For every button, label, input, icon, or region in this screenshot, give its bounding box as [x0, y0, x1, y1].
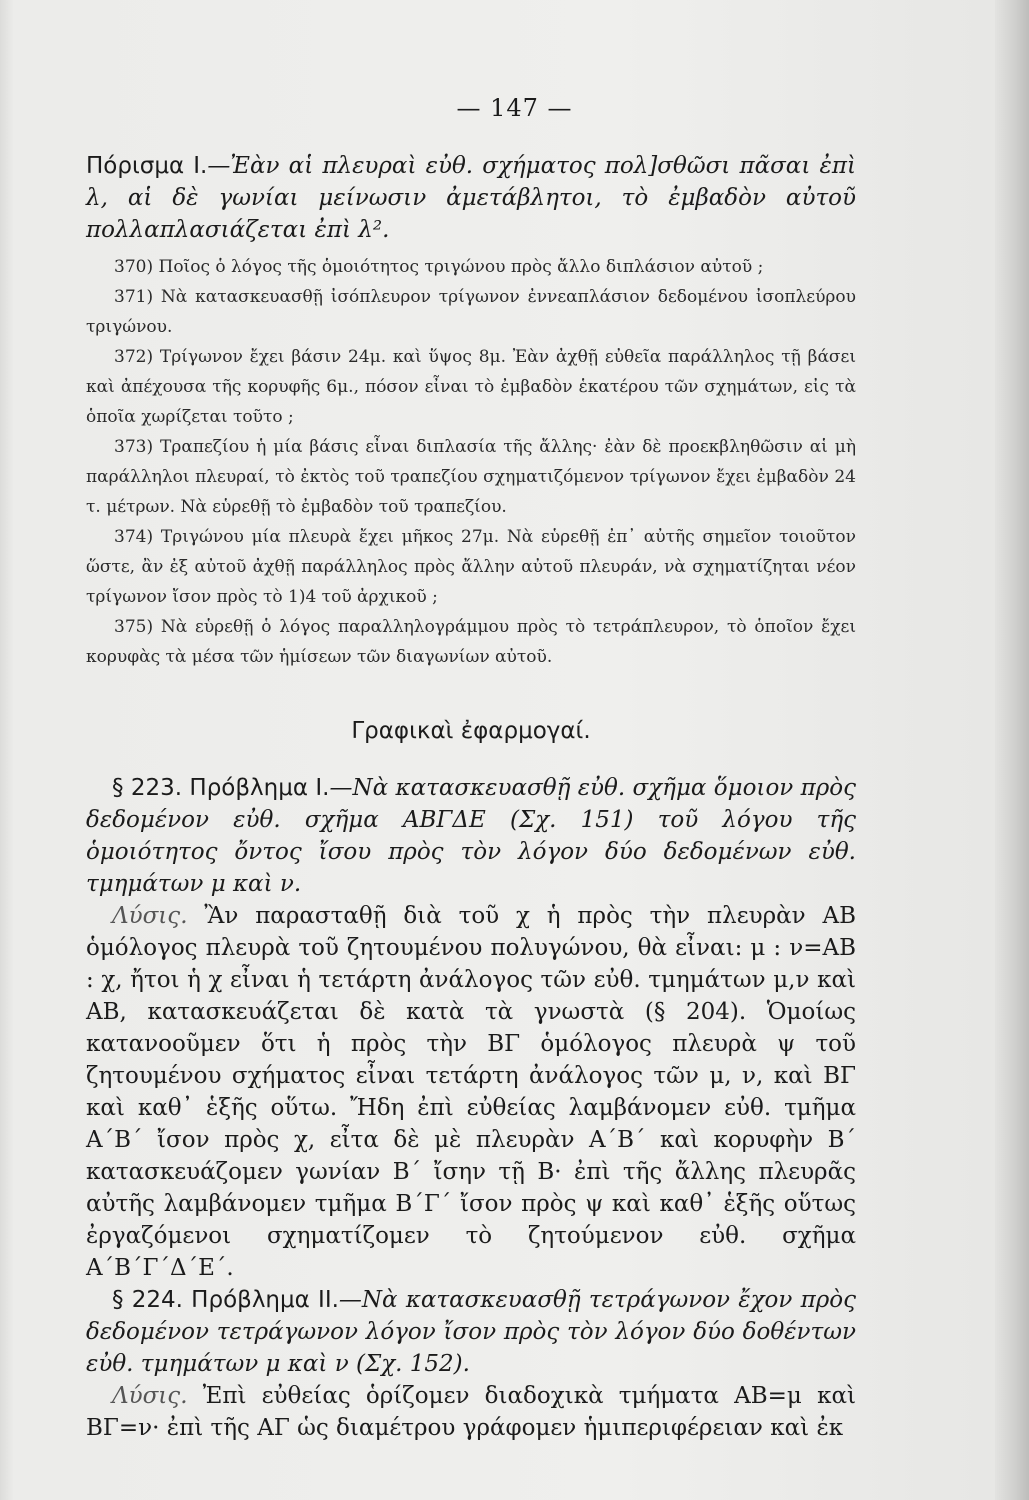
exercise-text: Νὰ εὑρεθῇ ὁ λόγος παραλληλογράμμου πρὸς τὸ τετράπλευρον, τὸ ὁποῖον ἔχει κορυφὰς τὰ μέσα τῶν ἡμίσεων τῶν διαγωνίων αὐτοῦ.	[86, 617, 856, 667]
exercise-text: Τραπεζίου ἡ μία βάσις εἶναι διπλασία τῆς ἄλλης· ἐὰν δὲ προεκβληθῶσιν αἱ μὴ παράλληλοι πλευραί, τὸ ἐκτὸς τοῦ τραπεζίου σχηματιζόμενον τρίγωνον ἔχει ἐμβαδὸν 24 τ. μέτρων. Νὰ εὑρεθῇ τὸ ἐμβαδὸν τοῦ τραπεζίου.	[86, 437, 857, 517]
exercise-text: Τριγώνου μία πλευρὰ ἔχει μῆκος 27μ. Νὰ εὑρεθῇ ἐπ᾽ αὐτῆς σημεῖον τοιοῦτον ὥστε, ἂν ἐξ αὐτοῦ ἀχθῇ παράλληλος πρὸς ἄλλην αὐτοῦ πλευράν, νὰ σχηματίζηται νέον τρίγωνον ἴσον πρὸς τὸ 1)4 τοῦ ἀρχικοῦ ;	[86, 527, 857, 607]
problem-223-label: § 223. Πρόβλημα Ι.	[112, 775, 330, 801]
problem-224-label: § 224. Πρόβλημα ΙΙ.	[112, 1287, 339, 1313]
problem-223-solution	[86, 900, 856, 1284]
porisma-label: Πόρισμα Ι.	[86, 153, 208, 179]
page-number: — 147 —	[456, 94, 573, 122]
exercise-number: 375)	[114, 617, 154, 637]
lysis-label: Λύσις.	[112, 903, 188, 929]
problem-224-statement	[86, 1284, 856, 1380]
exercise-374	[86, 522, 856, 612]
exercise-372	[86, 342, 856, 432]
problem-224-text: —Νὰ κατασκευασθῇ τετράγωνον ἔχον πρὸς δεδομένον τετράγωνον λόγον ἴσον πρὸς τὸν λόγον δύο δοθέντων εὐθ. τμημάτων μ καὶ ν (Σχ. 152).	[86, 1287, 856, 1377]
exercise-number: 371)	[114, 287, 154, 307]
lysis-text: Ἐπὶ εὐθείας ὁρίζομεν διαδοχικὰ τμήματα ΑΒ=μ καὶ ΒΓ=ν· ἐπὶ τῆς ΑΓ ὡς διαμέτρου γράφομεν ἡμιπεριφέρειαν καὶ ἐκ	[86, 1383, 856, 1441]
exercise-number: 373)	[114, 437, 154, 457]
problem-223-statement	[86, 772, 856, 900]
problem-223-text: —Νὰ κατασκευασθῇ εὐθ. σχῆμα ὅμοιον πρὸς δεδομένον εὐθ. σχῆμα ΑΒΓΔΕ (Σχ. 151) τοῦ λόγου τῆς ὁμοιότητος ὄντος ἴσου πρὸς τὸν λόγον δύο δεδομένων εὐθ. τμημάτων μ καὶ ν.	[86, 775, 856, 897]
page-edge-shadow	[995, 0, 1029, 1500]
exercise-371	[86, 282, 856, 342]
problem-224-solution	[86, 1380, 856, 1444]
porisma-paragraph	[86, 150, 856, 246]
porisma-text: —Ἐὰν αἱ πλευραὶ εὐθ. σχήματος πολ]σθῶσι πᾶσαι ἐπὶ λ, αἱ δὲ γωνίαι μείνωσιν ἀμετάβλητοι, τὸ ἐμβαδὸν αὐτοῦ πολλαπλασιάζεται ἐπὶ λ².	[86, 153, 856, 243]
lysis-label: Λύσις.	[112, 1383, 188, 1409]
lysis-text: Ἂν παρασταθῇ διὰ τοῦ χ ἡ πρὸς τὴν πλευρὰν ΑΒ ὁμόλογος πλευρὰ τοῦ ζητουμένου πολυγώνου, θὰ εἶναι: μ : ν=ΑΒ : χ, ἤτοι ἡ χ εἶναι ἡ τετάρτη ἀνάλογος τῶν εὐθ. τμημάτων μ,ν καὶ ΑΒ, κατασκευάζεται δὲ κατὰ τὰ γνωστὰ (§ 204). Ὁμοίως κατανοοῦμεν ὅτι ἡ πρὸς τὴν ΒΓ ὁμόλογος πλευρὰ ψ τοῦ ζητουμένου σχήματος εἶναι τετάρτη ἀνάλογος τῶν μ, ν, καὶ ΒΓ καὶ καθ᾽ ἑξῆς οὕτω. Ἤδη ἐπὶ εὐθείας λαμβάνομεν εὐθ. τμῆμα Α΄Β΄ ἴσον πρὸς χ, εἶτα δὲ μὲ πλευρὰν Α΄Β΄ καὶ κορυφὴν Β΄ κατασκευάζομεν γωνίαν Β΄ ἴσην τῇ Β· ἐπὶ τῆς ἄλλης πλευρᾶς αὐτῆς λαμβάνομεν τμῆμα Β΄Γ΄ ἴσον πρὸς ψ καὶ καθ᾽ ἑξῆς οὕτως ἐργαζόμενοι σχηματίζομεν τὸ ζητούμενον εὐθ. σχῆμα Α΄Β΄Γ΄Δ΄Ε΄.	[86, 903, 856, 1281]
exercise-number: 374)	[114, 527, 154, 547]
exercise-373	[86, 432, 856, 522]
exercise-number: 372)	[114, 347, 154, 367]
section-heading: Γραφικαὶ ἐφαρμογαί.	[351, 718, 591, 744]
exercise-text: Ποῖος ὁ λόγος τῆς ὁμοιότητος τριγώνου πρὸς ἄλλο διπλάσιον αὐτοῦ ;	[158, 257, 764, 277]
exercise-text: Τρίγωνον ἔχει βάσιν 24μ. καὶ ὕψος 8μ. Ἐὰν ἀχθῇ εὐθεῖα παράλληλος τῇ βάσει καὶ ἀπέχουσα τῆς κορυφῆς 6μ., πόσον εἶναι τὸ ἐμβαδὸν ἑκατέρου τῶν σχημάτων, εἰς τὰ ὁποῖα χωρίζεται τοῦτο ;	[86, 347, 857, 427]
exercise-number: 370)	[114, 257, 154, 277]
exercise-375	[86, 612, 856, 672]
exercise-370	[86, 252, 856, 282]
page-content	[86, 150, 856, 1444]
exercise-text: Νὰ κατασκευασθῇ ἰσόπλευρον τρίγωνον ἐννεαπλάσιον δεδομένου ἰσοπλεύρου τριγώνου.	[86, 287, 856, 337]
